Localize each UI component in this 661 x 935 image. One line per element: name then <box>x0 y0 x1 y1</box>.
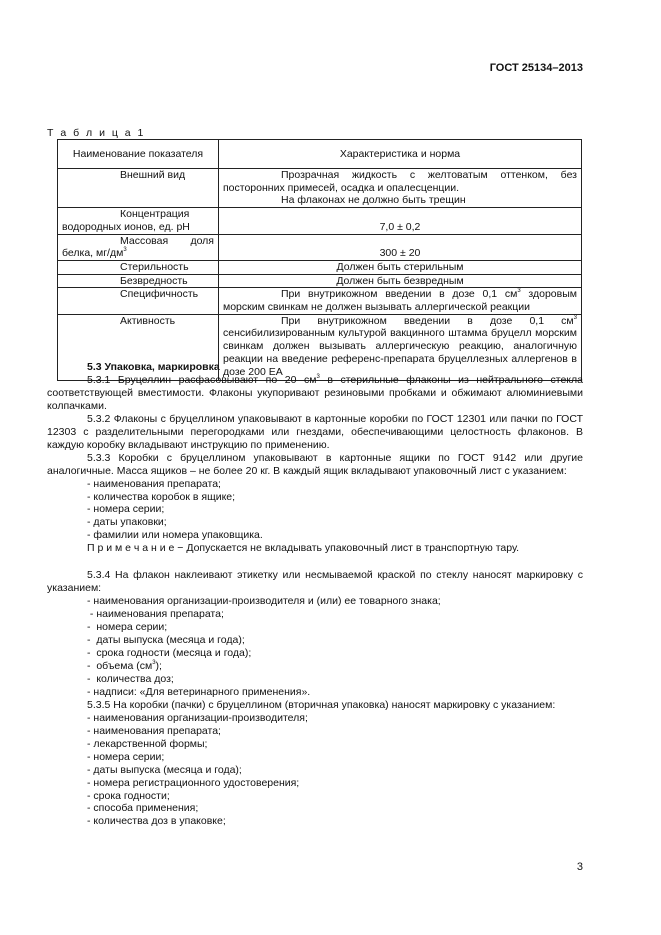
list-item: - номера серии; <box>87 503 165 516</box>
list-item: - лекарственной формы; <box>87 737 208 750</box>
list-item: - надписи: «Для ветеринарного применения». <box>87 685 311 698</box>
list-item: - наименования препарата; <box>87 724 221 737</box>
list-item: - срока годности (месяца и года); <box>87 647 252 660</box>
row-value-text: При внутрикожном введении в дозе 0,1 см <box>281 288 518 301</box>
table-caption: Т а б л и ц а 1 <box>47 127 146 139</box>
paragraph-5-3-4: 5.3.4 На флакон наклеивают этикетку или несмываемой краской по стеклу наносят маркировку с указанием: <box>47 569 583 595</box>
list-item: - наименования препарата; <box>87 477 221 490</box>
row-value-line: Прозрачная жидкость с желтоватым оттенком, без посторонних примесей, осадка и опалесценции. <box>223 169 577 194</box>
paragraph-text: в стерильные флаконы из нейтрального стекла соответствующей вместимости. Флаконы укупоривают резиновыми пробками и обжимают алюминиевыми колпачками. <box>47 373 583 412</box>
row-value: 300 ± 20 <box>219 234 582 260</box>
list-item: - количества доз в упаковке; <box>87 815 226 828</box>
row-name <box>58 234 219 260</box>
section-body <box>47 361 583 828</box>
unit-superscript: 3 <box>316 373 320 380</box>
unit-superscript: 3 <box>573 314 577 321</box>
unit-superscript: 3 <box>517 288 521 295</box>
list-item: - номера серии; <box>87 621 168 634</box>
paragraph-5-3-3: 5.3.3 Коробки с бруцеллином упаковывают в картонные ящики по ГОСТ 9142 или другие аналогичные. Масса ящиков – не более 20 кг. В каждый ящик вкладывают упаковочный лист с указанием: <box>47 451 583 477</box>
list-item: - срока годности; <box>87 789 170 802</box>
list-item: - даты выпуска (месяца и года); <box>87 634 245 647</box>
row-value: Должен быть безвредным <box>219 274 582 288</box>
note: П р и м е ч а н и е − Допускается не вкладывать упаковочный лист в транспортную тару. <box>87 542 520 555</box>
list-item: - способа применения; <box>87 802 199 815</box>
list-item: - наименования организации-производителя; <box>87 711 308 724</box>
row-name: Безвредность <box>58 274 219 288</box>
unit-superscript: 3 <box>123 247 127 254</box>
row-name: Внешний вид <box>58 169 219 208</box>
row-name-text: Массовая доля белка, мг/дм <box>62 234 214 260</box>
list-item-text: - объема (см <box>87 659 153 672</box>
paragraph-text: 5.3.1 Бруцеллин расфасовывают по 20 см <box>87 373 317 386</box>
row-value-text: сенсибилизированным культурой вакцинного штамма бруцелл морским свинкам должен вызывать аллергическую реакцию, аналогичную реакции на введение референс-препарата бруцеллезных аллергенов в дозе 200 ЕА <box>223 327 577 378</box>
row-value-line: На флаконах не должно быть трещин <box>281 194 466 207</box>
table-row <box>58 208 582 234</box>
table-row <box>58 169 582 208</box>
list-item: - даты выпуска (месяца и года); <box>87 763 242 776</box>
list-item: - наименования препарата; <box>87 608 224 621</box>
paragraph-5-3-2: 5.3.2 Флаконы с бруцеллином упаковывают в картонные коробки по ГОСТ 12301 или пачки по ГОСТ 12303 с разделительными перегородками или гнездами, обеспечивающими целостность флаконов. В каждую коробку вкладывают инструкцию по применению. <box>47 412 583 451</box>
section-title: 5.3 Упаковка, маркировка <box>87 361 220 373</box>
row-value-text: При внутрикожном введении в дозе 0,1 см <box>281 314 574 327</box>
paragraph-5-3-1 <box>47 374 583 413</box>
specification-table <box>57 139 582 381</box>
row-value-text: здоровым морским свинкам не должен вызывать аллергической реакции <box>223 288 577 314</box>
table-header-row <box>58 140 582 169</box>
list-item <box>47 660 583 673</box>
list-item-text: ); <box>155 659 162 672</box>
list-item: - количества доз; <box>87 672 174 685</box>
table-row <box>58 260 582 274</box>
row-value <box>219 169 582 208</box>
list-item: - наименования организации-производителя и (или) ее товарного знака; <box>87 595 441 608</box>
list-item: - номера серии; <box>87 750 165 763</box>
list-item: - количества коробок в ящике; <box>87 490 236 503</box>
table-row <box>58 234 582 260</box>
row-name: Стерильность <box>58 260 219 274</box>
row-name: Активность <box>58 314 219 381</box>
page-number: 3 <box>576 861 583 873</box>
spacer <box>47 555 583 569</box>
row-value <box>219 288 582 314</box>
table-row <box>58 288 582 314</box>
document-header: ГОСТ 25134–2013 <box>489 62 583 74</box>
list-item: - даты упаковки; <box>87 516 167 529</box>
column-header-value: Характеристика и норма <box>219 140 582 169</box>
row-name: Концентрация водородных ионов, ед. рН <box>58 208 219 234</box>
row-value: Должен быть стерильным <box>219 260 582 274</box>
list-item: - номера регистрационного удостоверения; <box>87 776 300 789</box>
list-item: - фамилии или номера упаковщика. <box>87 529 263 542</box>
row-value: 7,0 ± 0,2 <box>219 208 582 234</box>
row-name: Специфичность <box>58 288 219 314</box>
unit-superscript: 3 <box>152 659 156 666</box>
table-row <box>58 274 582 288</box>
paragraph-5-3-5: 5.3.5 На коробки (пачки) с бруцеллином (вторичная упаковка) наносят маркировку с указанием: <box>87 698 556 711</box>
column-header-name: Наименование показателя <box>58 140 219 169</box>
